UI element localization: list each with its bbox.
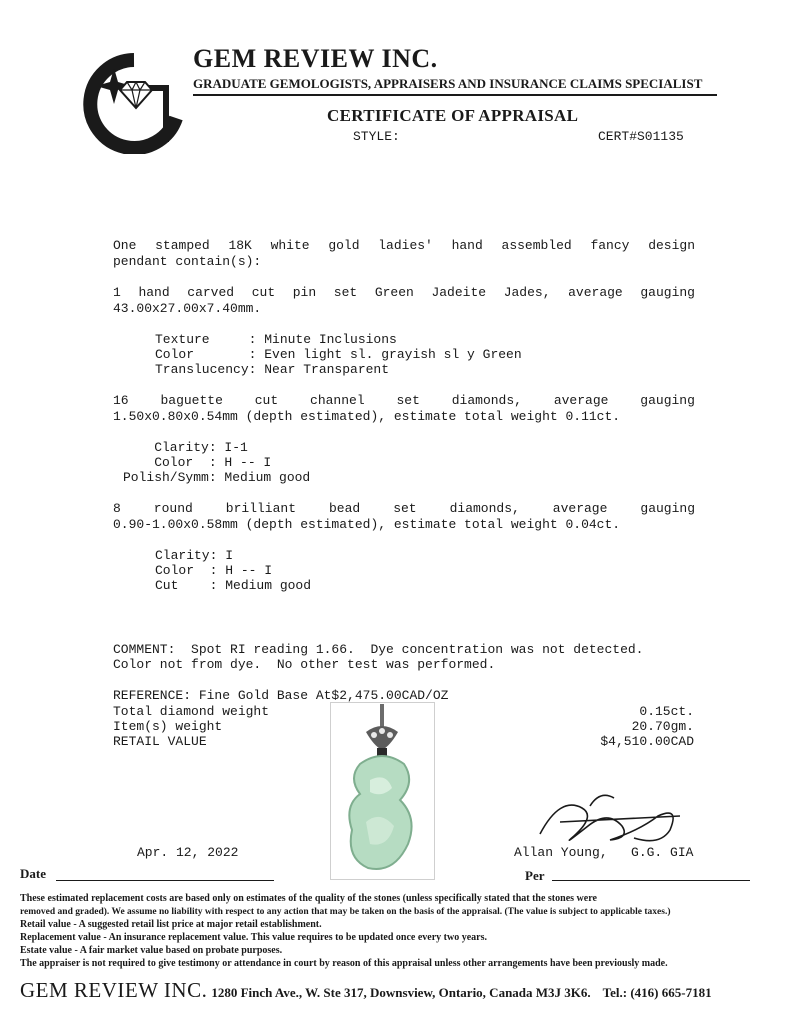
diamond-icon xyxy=(120,82,152,108)
disclaimer-line-1: These estimated replacement costs are based only on estimates of the quality of the stones (unless specifically stated that the stones were xyxy=(20,893,597,904)
comment-line-2: Color not from dye. No other test was performed. xyxy=(113,657,496,672)
justified-word: set xyxy=(396,393,420,408)
footer-company: GEM REVIEW INC. xyxy=(20,978,208,1002)
company-tagline: GRADUATE GEMOLOGISTS, APPRAISERS AND INSURANCE CLAIMS SPECIALIST xyxy=(193,76,703,91)
retail-value-definition: Retail value - A suggested retail list price at major retail establishment. xyxy=(20,919,322,930)
justified-word: hand xyxy=(138,285,170,300)
justified-word: ladies' xyxy=(378,238,433,253)
justified-word: fancy xyxy=(590,238,630,253)
pendant-photo xyxy=(330,702,435,880)
item-weight-value: 20.70gm. xyxy=(631,719,694,734)
estate-value-definition: Estate value - A fair market value based on probate purposes. xyxy=(20,945,283,956)
intro-line-1 xyxy=(113,238,695,253)
justified-word: pin xyxy=(292,285,317,300)
round-cut: Cut : Medium good xyxy=(155,578,312,593)
intro-line-2: pendant contain(s): xyxy=(113,254,262,269)
per-label: Per xyxy=(525,868,545,883)
justified-word: hand xyxy=(451,238,483,253)
justified-word: baguette xyxy=(160,393,223,408)
justified-word: gauging xyxy=(640,285,695,300)
baguette-polish: Polish/Symm: Medium good xyxy=(123,470,311,485)
justified-word: carved xyxy=(187,285,235,300)
item-weight-label: Item(s) weight xyxy=(113,719,223,734)
comment-line-1: COMMENT: Spot RI reading 1.66. Dye concentration was not detected. xyxy=(113,642,644,657)
round-line-1 xyxy=(113,501,695,516)
justified-word: 16 xyxy=(113,393,129,408)
justified-word: channel xyxy=(310,393,365,408)
justified-word: gold xyxy=(328,238,360,253)
certificate-number: CERT#S01135 xyxy=(598,129,684,144)
justified-word: cut xyxy=(254,393,279,408)
justified-word: design xyxy=(648,238,695,253)
justified-word: brilliant xyxy=(225,501,297,516)
diamond-weight-value: 0.15ct. xyxy=(639,704,694,719)
justified-word: 1 xyxy=(113,285,121,300)
footer-address: 1280 Finch Ave., W. Ste 317, Downsview, Ontario, Canada M3J 3K6. xyxy=(211,985,591,1000)
appraiser-name: Allan Young, G.G. GIA xyxy=(514,845,694,860)
certificate-title: CERTIFICATE OF APPRAISAL xyxy=(327,106,579,125)
baguette-clarity: Clarity: I-1 xyxy=(123,440,248,455)
round-line-2: 0.90-1.00x0.58mm (depth estimated), estimate total weight 0.04ct. xyxy=(113,517,621,532)
header-rule xyxy=(193,94,717,96)
date-line xyxy=(56,880,274,881)
testimony-disclaimer: The appraiser is not required to give testimony or attendance in court by reason of this appraisal unless other arrangements have been previously made. xyxy=(20,958,668,969)
justified-word: 18K xyxy=(228,238,252,253)
retail-value: $4,510.00CAD xyxy=(600,734,694,749)
baguette-line-1 xyxy=(113,393,695,408)
jade-translucency: Translucency: Near Transparent xyxy=(155,362,390,377)
baguette-color: Color : H -- I xyxy=(123,455,272,470)
justified-word: assembled xyxy=(501,238,572,253)
footer-phone: Tel.: (416) 665-7181 xyxy=(602,985,712,1000)
justified-word: set xyxy=(393,501,417,516)
justified-word: average xyxy=(552,501,608,516)
justified-word: 8 xyxy=(113,501,121,516)
justified-word: gauging xyxy=(640,393,695,408)
justified-word: cut xyxy=(251,285,276,300)
round-clarity: Clarity: I xyxy=(155,548,234,563)
jade-texture: Texture : Minute Inclusions xyxy=(155,332,397,347)
footer xyxy=(20,978,712,1003)
diamond-weight-label: Total diamond weight xyxy=(113,704,270,719)
appraisal-date: Apr. 12, 2022 xyxy=(137,845,239,860)
justified-word: average xyxy=(568,285,623,300)
jade-color: Color : Even light sl. grayish sl y Green xyxy=(155,347,522,362)
justified-word: stamped xyxy=(155,238,210,253)
disclaimer-line-2: removed and graded). We assume no liability with respect to any action that may be taken on the basis of the appraisal. (The value is subject to applicable taxes.) xyxy=(20,907,671,917)
company-name: GEM REVIEW INC. xyxy=(193,44,438,73)
justified-word: white xyxy=(270,238,310,253)
jade-line-1 xyxy=(113,285,695,300)
justified-word: One xyxy=(113,238,137,253)
justified-word: Jades, xyxy=(503,285,551,300)
justified-word: gauging xyxy=(640,501,695,516)
per-line xyxy=(552,880,750,881)
reference-line: REFERENCE: Fine Gold Base At$2,475.00CAD/OZ xyxy=(113,688,449,703)
style-label: STYLE: xyxy=(353,129,400,144)
justified-word: bead xyxy=(329,501,361,516)
justified-word: diamonds, xyxy=(449,501,520,516)
justified-word: Green xyxy=(374,285,414,300)
round-color: Color : H -- I xyxy=(155,563,273,578)
date-label: Date xyxy=(20,866,46,881)
justified-word: set xyxy=(333,285,358,300)
justified-word: Jadeite xyxy=(431,285,487,300)
company-logo xyxy=(72,44,190,154)
replacement-value-definition: Replacement value - An insurance replacement value. This value requires to be updated once every two years. xyxy=(20,932,488,943)
justified-word: average xyxy=(553,393,609,408)
jade-line-2: 43.00x27.00x7.40mm. xyxy=(113,301,262,316)
baguette-line-2: 1.50x0.80x0.54mm (depth estimated), estimate total weight 0.11ct. xyxy=(113,409,621,424)
retail-value-label: RETAIL VALUE xyxy=(113,734,207,749)
justified-word: diamonds, xyxy=(451,393,522,408)
justified-word: round xyxy=(153,501,193,516)
